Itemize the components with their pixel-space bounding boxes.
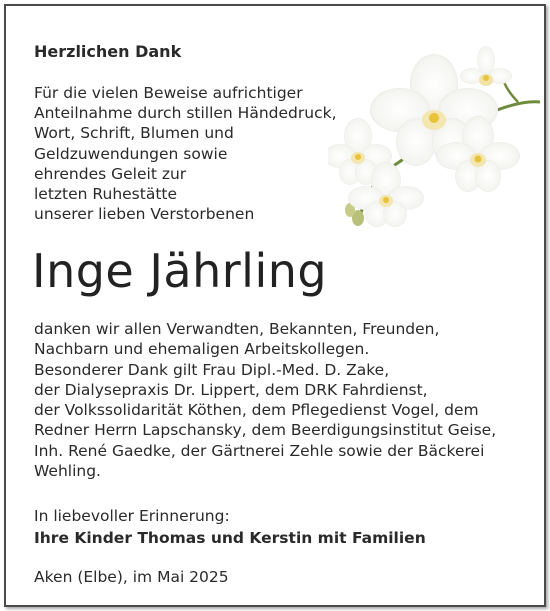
notice-heading: Herzlichen Dank (34, 42, 182, 61)
intro-line: ehrendes Geleit zur (34, 164, 187, 183)
thanks-line: Inh. René Gaedke, der Gärtnerei Zehle sowie der Bäckerei (34, 441, 485, 460)
thanks-line: der Volkssolidarität Köthen, dem Pflegedienst Vogel, dem (34, 401, 479, 420)
family-signature: Ihre Kinder Thomas und Kerstin mit Familien (34, 529, 426, 547)
intro-line: Für die vielen Beweise aufrichtiger (34, 84, 303, 102)
thanks-line: danken wir allen Verwandten, Bekannten, Freunden, (34, 320, 440, 338)
intro-line: Geldzuwendungen sowie (34, 144, 228, 163)
orchid-flower-icon (328, 40, 550, 240)
intro-line: Wort, Schrift, Blumen und (34, 124, 234, 143)
intro-text (34, 83, 337, 224)
intro-line: Anteilnahme durch stillen Händedruck, (34, 104, 337, 123)
intro-line: unserer lieben Verstorbenen (34, 205, 255, 224)
memory-line: In liebevoller Erinnerung: (34, 507, 230, 525)
thanks-line: Redner Herrn Lapschansky, dem Beerdigungsinstitut Geise, (34, 421, 497, 440)
obituary-card (4, 4, 546, 607)
intro-line: letzten Ruhestätte (34, 185, 178, 204)
thanks-line: Besonderer Dank gilt Frau Dipl.-Med. D. Zake, (34, 360, 390, 379)
thanks-line: der Dialysepraxis Dr. Lippert, dem DRK Fahrdienst, (34, 380, 428, 399)
deceased-name: Inge Jährling (32, 244, 328, 298)
thanks-line: Nachbarn und ehemaligen Arbeitskollegen. (34, 340, 370, 359)
thanks-text (34, 319, 496, 481)
place-date: Aken (Elbe), im Mai 2025 (34, 568, 229, 586)
thanks-line: Wehling. (34, 462, 101, 481)
